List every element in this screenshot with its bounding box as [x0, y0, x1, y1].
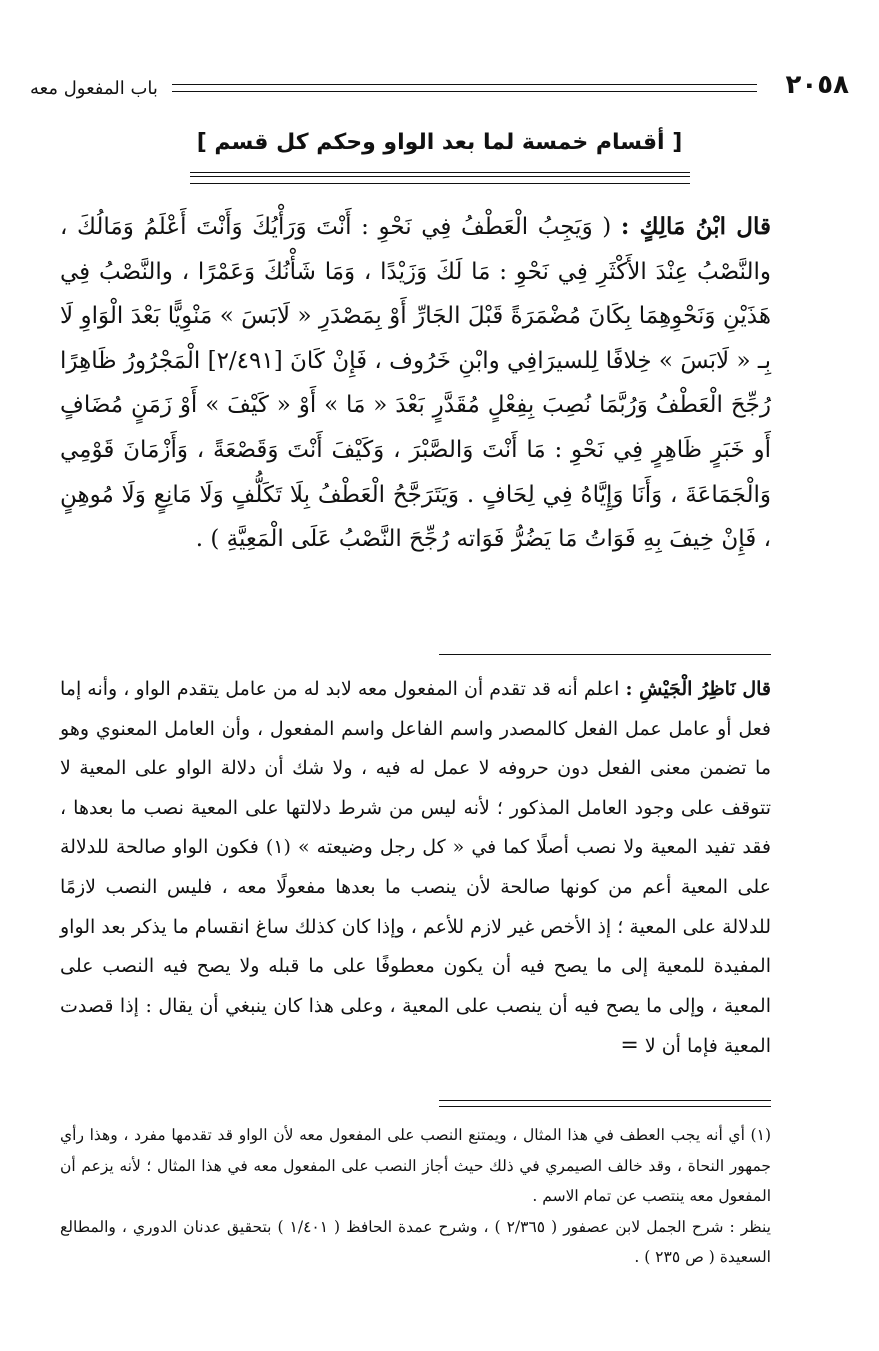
- page-header: [30, 68, 849, 108]
- footnote-references: ينظر : شرح الجمل لابن عصفور ( ٢/٣٦٥ ) ، وشرح عمدة الحافظ ( ١/٤٠١ ) بتحقيق عدنان الدوري ، والمطالع السعيدة ( ص ٢٣٥ ) .: [60, 1217, 771, 1266]
- sharh-paragraph: [60, 670, 771, 1067]
- header-rule: [172, 84, 757, 92]
- footnotes: [60, 1120, 771, 1273]
- matn-speaker: قال ابْنُ مَالِكٍ :: [620, 213, 771, 240]
- page-number: ٢٠٥٨: [785, 70, 849, 100]
- title-rule: [190, 172, 690, 184]
- sharh-text: اعلم أنه قد تقدم أن المفعول معه لابد له من عامل يتقدم الواو ، وأنه إما فعل أو عامل عمل الفعل كالمصدر واسم الفاعل واسم المفعول ، وأن العامل المعنوي وهو ما تضمن معنى الفعل دون حروفه لا عمل له فيه ، ولا شك أن دلالة الواو على المعية لا تتوقف على وجود العامل المذكور ؛ لأنه ليس من شرط دلالتها على المعية نصب ما بعدها ، فقد تفيد المعية ولا نصب أصلًا كما في « كل رجل وضيعته » (١) فكون الواو صالحة للدلالة على المعية أعم من كونها صالحة لأن ينصب ما بعدها مفعولًا معه ، فليس النصب لازمًا للدلالة على المعية ؛ إذ الأخص غير لازم للأعم ، وإذا كان كذلك ساغ انقسام ما يذكر بعد الواو المفيدة للمعية إلى ما يصح فيه أن يكون معطوفًا على ما قبله ولا يصح فيه النصب على المعية ، وإلى ما يصح فيه أن ينصب على المعية ، وعلى هذا كان ينبغي أن يقال : إذا قصدت المعية فإما أن لا: [60, 678, 771, 1058]
- footnote-1: (١) أي أنه يجب العطف في هذا المثال ، ويمتنع النصب على المفعول معه لأن الواو قد تقدمها مفرد ، وهذا رأي جمهور النحاة ، وقد خالف الصيمري في ذلك حيث أجاز النصب على المفعول معه في هذا المثال ؛ لأنه يزعم أن المفعول معه ينتصب عن تمام الاسم .: [60, 1126, 771, 1205]
- chapter-title: باب المفعول معه: [30, 77, 158, 99]
- section-divider: [439, 654, 771, 655]
- matn-text: ( وَيَجِبُ الْعَطْفُ فِي نَحْوِ : أَنْتَ وَرَأْيُكَ وَأَنْتَ أَعْلَمُ وَمَالُكَ ، والنَّصْبُ عِنْدَ الأَكْثَرِ فِي نَحْوِ : مَا لَكَ وَزَيْدًا ، وَمَا شَأْنُكَ وَعَمْرًا ، والنَّصْبُ فِي هَذَيْنِ وَنَحْوِهِمَا بِكَانَ مُضْمَرَةً قَبْلَ الجَارِّ أَوْ بِمَصْدَرِ « لَابَسَ » مَنْوِيًّا بَعْدَ الْوَاوِ لَا بِـ « لَابَسَ » خِلافًا لِلسيرَافِي وابْنِ خَرُوف ، فَإِنْ كَانَ [٢/٤٩١] الْمَجْرُورُ ظَاهِرًا رُجِّحَ الْعَطْفُ وَرُبَّمَا نُصِبَ بِفِعْلٍ مُقَدَّرٍ بَعْدَ « مَا » أَوْ « كَيْفَ » أَوْ زَمَنٍ مُضَافٍ أَو خَبَرٍ ظَاهِرٍ فِي نَحْوِ : مَا أَنْتَ وَالصَّبْرَ ، وَكَيْفَ أَنْتَ وَقَصْعَةً ، وَأَزْمَانَ قَوْمِي وَالْجَمَاعَةَ ، وَأَنَا وَإِيَّاهُ فِي لِحَافٍ . وَيَتَرَجَّحُ الْعَطْفُ بِلَا تَكَلُّفٍ وَلَا مَانِعٍ وَلَا مُوهِنٍ ، فَإِنْ خِيفَ بِهِ فَوَاتُ مَا يَضُرُّ فَوَاته رُجِّحَ النَّصْبُ عَلَى الْمَعِيَّةِ ) .: [60, 214, 771, 553]
- matn-paragraph: [60, 205, 771, 562]
- sharh-speaker: قال نَاظِرُ الْجَيْشِ :: [625, 678, 771, 700]
- section-title: [ أقسام خمسة لما بعد الواو وحكم كل قسم ]: [196, 130, 683, 155]
- continuation-mark: =: [620, 1033, 639, 1059]
- footnote-rule: [439, 1100, 771, 1107]
